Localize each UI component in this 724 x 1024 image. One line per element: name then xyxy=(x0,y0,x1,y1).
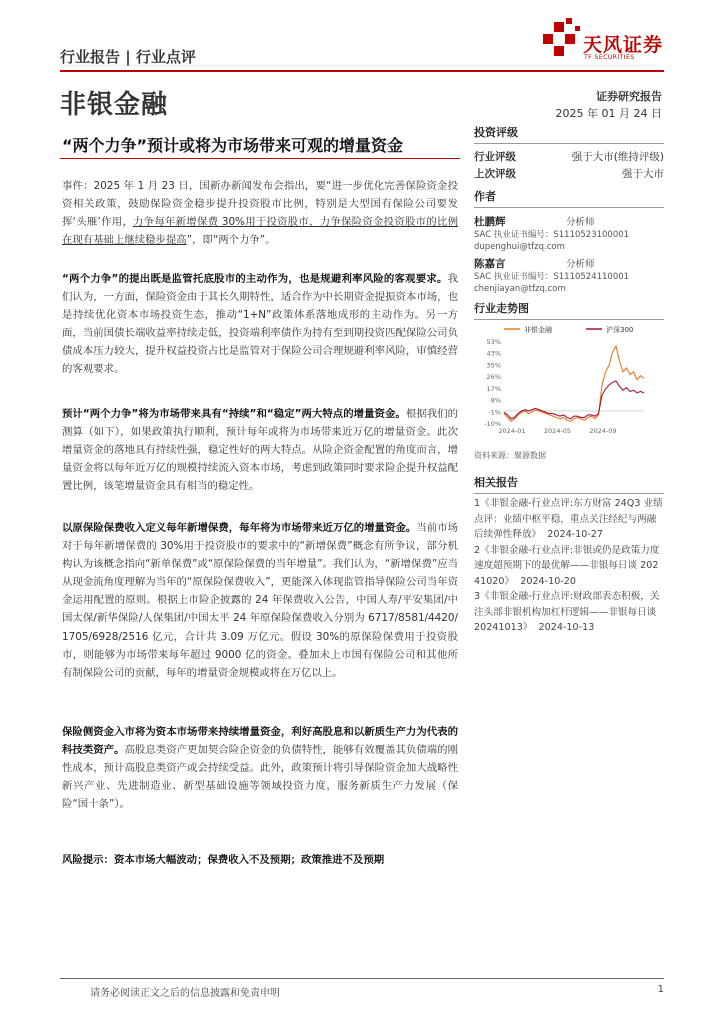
paragraph-incremental xyxy=(62,405,458,495)
author-card xyxy=(474,256,664,295)
related-report[interactable] xyxy=(474,543,664,590)
y-tick-label: 17% xyxy=(486,384,501,393)
x-tick-label: 2024-09 xyxy=(589,427,617,435)
paragraph-text: 当前市场对于每年新增保费的 30%用于投资股市的要求中的“新增保费”概念有所争议，部分机构认为该概念指向“新单保费”或“原保险保费的当年增量”。我们认为，“新增保费”应当从现金流角度理解为当年的“原保险保费收入”，更能深入体现监管指导保险公司当年资金运用配置的原则。根据上市险企披露的 24 年保费收入公告，中国人寿/平安集团/中国太保/新华保险/人保集团/中国太平 24 年原保险保费收入分别为 6717/8581/4420/1705/6928/2516 亿元，合计共 3.09 万亿元。假设 30%的原保险保费用于投资股市，则能够为市场带来每年超过 9000 亿的资金。叠加未上市国有保险公司和其他所有制保险公司的贡献，每年的增量资金规模或将在万亿以上。 xyxy=(62,522,458,679)
author-name: 陈嘉言 xyxy=(474,258,506,270)
author-email[interactable]: dupenghui@tfzq.com xyxy=(474,242,565,252)
legend-label-1: 非银金融 xyxy=(524,326,552,334)
paragraph-text: 根据我们的测算（如下），如果政策执行顺利，预计每年或将为市场带来近万亿的增量资金。此次增量资金的落地具有持续性强，稳定性好的两大特点。从险企资金配置的角度而言，增量资金将以每年近万亿的规模持续流入资本市场，考虑到政策同时要求险企提升权益配置比例，该笔增量资金具有相当的稳定性。 xyxy=(62,408,458,493)
event-text: 事件：2025 年 1 月 23 日，国新办新闻发布会指出，要“进一步优化完善保险资金投资相关政策，鼓励保险资金稳步提升投资股市比例，特别是大型国有保险公司要发挥‘头雁’作用， xyxy=(62,180,458,229)
rating-title: 投资评级 xyxy=(474,126,518,139)
footer-disclaimer[interactable]: 请务必阅读正文之后的信息披露和免责申明 xyxy=(90,988,280,999)
related-report-date: 2024-10-20 xyxy=(520,575,576,587)
paragraph-two-strive xyxy=(62,270,458,379)
y-tick-label: 53% xyxy=(486,338,501,346)
trend-section xyxy=(474,300,664,320)
related-divider xyxy=(474,493,664,494)
x-axis-ticks xyxy=(498,427,616,435)
y-tick-label: 35% xyxy=(486,361,501,370)
logo-icon xyxy=(540,14,584,66)
author-card xyxy=(474,214,664,253)
paragraph-text: 我们认为，一方面，保险资金由于其长久期特性，适合作为中长期资金提振资本市场，也是持续优化资本市场投资生态，推动“1+N”政策体系落地成形的主动作为。另一方面，当前国债长端收益率持续走低，投资端利率债作为持有至到期投资匹配保险公司负债成本压力较大，提升权益投资占比是监管对于保险公司合理规避利率风险，审慎经营的客观要求。 xyxy=(62,273,458,376)
event-text-end: ”，即“两个力争”。 xyxy=(186,234,276,247)
author-sac: SAC 执业证书编号：S1110524110001 xyxy=(474,272,630,282)
related-report-date: 2024-10-27 xyxy=(547,529,604,540)
trend-chart xyxy=(474,320,664,444)
rating-section xyxy=(474,124,664,181)
related-report[interactable] xyxy=(474,496,664,543)
y-tick-label: 8% xyxy=(490,396,501,405)
y-tick-label: -1% xyxy=(488,408,501,417)
report-date: 2025 年 01 月 24 日 xyxy=(555,107,662,120)
trend-title: 行业走势图 xyxy=(474,302,529,315)
related-report-title[interactable]: 3《非银金融-行业点评:财政部表态积极，关注头部非银机构加杠杆逻辑——非银每日谈 20241013》 xyxy=(474,591,660,633)
y-axis-ticks xyxy=(484,338,501,428)
related-section xyxy=(474,474,664,636)
page-number: 1 xyxy=(657,984,664,995)
author-role: 分析师 xyxy=(566,259,595,270)
y-tick-label: -10% xyxy=(484,420,501,428)
y-tick-label: 43% xyxy=(486,349,501,358)
risk-warning: 风险提示：资本市场大幅波动；保费收入不及预期；政策推进不及预期 xyxy=(62,854,385,866)
paragraph-premium xyxy=(62,519,458,682)
chart-source: 资料来源：聚源数据 xyxy=(474,451,546,460)
prev-rating-value: 强于大市 xyxy=(622,168,664,180)
rating-label: 行业评级 xyxy=(474,151,516,163)
paragraph-text: 高股息类资产更加契合险企资金的负债特性，能够有效覆盖其负债端的刚性成本，预计高股息类资产或会持续受益。此外，政策预计将引导保险资金加大战略性新兴产业、先进制造业、新型基础设施等领域投资力度，服务新质生产力发展（保险“国十条”）。 xyxy=(62,744,458,811)
author-title: 作者 xyxy=(474,190,496,203)
rating-row xyxy=(474,149,664,164)
logo-text: 天风证券 xyxy=(583,34,664,56)
rating-value: 强于大市(维持评级) xyxy=(571,151,664,163)
sector-title: 非银金融 xyxy=(60,90,169,120)
footer-divider xyxy=(60,978,664,979)
title-divider xyxy=(60,158,460,159)
x-tick-label: 2024-01 xyxy=(498,427,526,435)
paragraph-heading: 以原保险保费收入定义每年新增保费，每年将为市场带来近万亿的增量资金。 xyxy=(62,522,417,534)
rating-divider xyxy=(474,143,664,144)
y-tick-label: 26% xyxy=(486,373,501,382)
event-underlined: 力争每年新增保费 30%用于投资股市，力争保险资金投资股市的比例在现有基础上继续稳步提高 xyxy=(62,216,458,247)
paragraph-heading: “两个力争”的提出既是监管托底股市的主动作为，也是规避利率风险的客观要求。 xyxy=(62,273,448,285)
prev-rating-row xyxy=(474,166,664,181)
author-email[interactable]: chenjiayan@tfzq.com xyxy=(474,284,566,294)
prev-rating-label: 上次评级 xyxy=(474,168,516,180)
author-name: 杜鹏辉 xyxy=(474,216,506,228)
related-report[interactable] xyxy=(474,589,664,636)
related-title: 相关报告 xyxy=(474,476,518,489)
paragraph-assets xyxy=(62,723,458,813)
paragraph-heading: 预计“两个力争”将为市场带来具有“持续”和“稳定”两大特点的增量资金。 xyxy=(62,408,406,420)
header-divider xyxy=(60,70,664,72)
logo-subtext: TF SECURITIES xyxy=(584,54,635,61)
related-report-title[interactable]: 2《非银金融-行业点评:非银或仍是政策力度速度超预期下的最优解——非银每日谈 20241020》 xyxy=(474,544,660,587)
paragraph-heading: 保险侧资金入市将为资本市场带来持续增量资金，利好高股息和以新质生产力为代表的科技类资产。 xyxy=(62,726,458,757)
paragraph-event xyxy=(62,177,458,249)
report-title: “两个力争”预计或将为市场带来可观的增量资金 xyxy=(62,136,404,155)
author-section xyxy=(474,188,664,295)
author-sac: SAC 执业证书编号：S1110523100001 xyxy=(474,230,630,240)
x-tick-label: 2024-05 xyxy=(543,427,572,435)
report-category: 行业报告 | 行业点评 xyxy=(60,48,196,66)
legend-label-2: 沪深300 xyxy=(606,326,634,334)
series-line-csi300 xyxy=(504,381,644,419)
author-role: 分析师 xyxy=(566,217,595,228)
author-divider xyxy=(474,207,664,208)
related-report-title[interactable]: 1《非银金融-行业点评:东方财富 24Q3 业绩点评：业绩中枢平稳，重点关注经纪与两融后续弹性释放》 xyxy=(474,498,663,540)
related-report-date: 2024-10-13 xyxy=(538,622,595,633)
report-type: 证券研究报告 xyxy=(596,90,662,103)
